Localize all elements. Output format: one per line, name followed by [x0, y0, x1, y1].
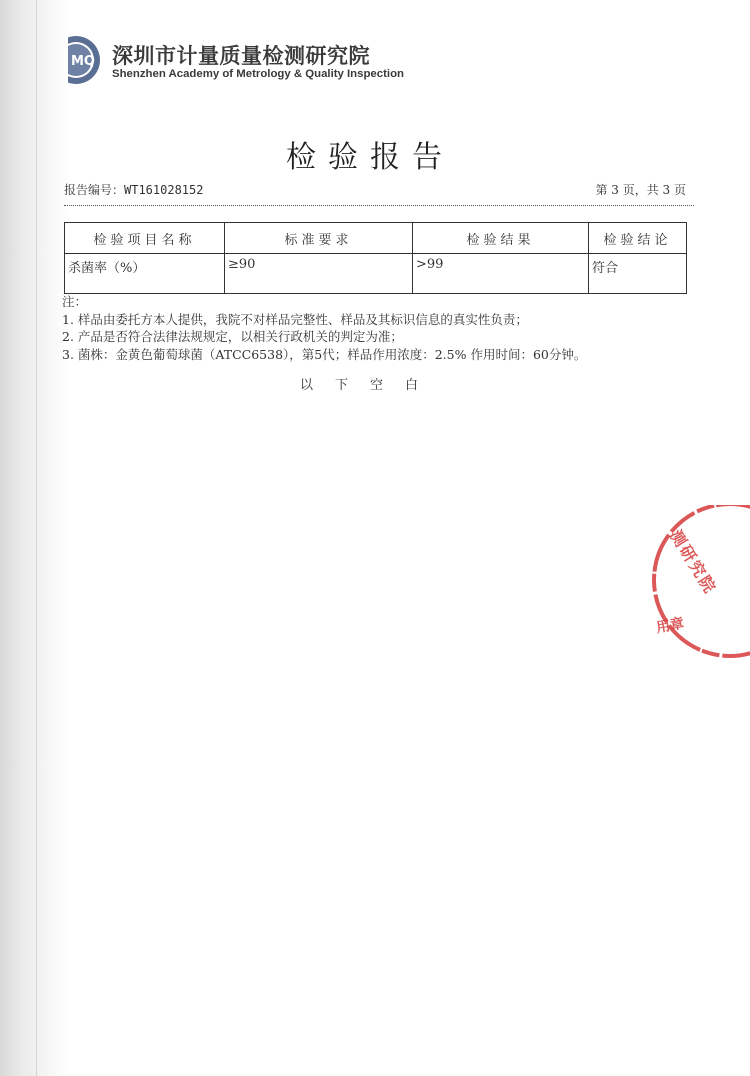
seal-inner-text: 用章 [654, 615, 686, 637]
page-info: 第 3 页，共 3 页 [595, 183, 686, 197]
org-name-english: Shenzhen Academy of Metrology & Quality Inspection [112, 68, 404, 80]
cell-item: 杀菌率（%） [65, 254, 225, 294]
column-header-requirement: 标准要求 [225, 223, 413, 254]
cell-requirement: ≥90 [225, 254, 413, 294]
logo-text: MQ [71, 54, 95, 69]
cell-result: >99 [413, 254, 589, 294]
column-header-conclusion: 检验结论 [589, 223, 687, 254]
table-header-row [65, 223, 687, 254]
notes-label: 注： [62, 294, 88, 309]
report-title: 检验报告 [286, 140, 454, 175]
institute-logo [68, 34, 104, 86]
seal-circle [630, 505, 750, 685]
results-table [64, 222, 687, 294]
note-item: 1. 样品由委托方本人提供，我院不对样品完整性、样品及其标识信息的真实性负责； [62, 311, 528, 327]
report-number: 报告编号：WT161028152 [64, 183, 204, 197]
cell-conclusion: 符合 [589, 254, 687, 294]
note-item: 2. 产品是否符合法律法规规定，以相关行政机关的判定为准； [62, 329, 403, 344]
blank-below-marker: 以下空白 [299, 378, 440, 393]
org-name-chinese: 深圳市计量质量检测研究院 [112, 44, 370, 68]
divider-line [64, 205, 694, 206]
column-header-item: 检验项目名称 [65, 223, 225, 254]
notes-section [62, 293, 586, 363]
column-header-result: 检验结果 [413, 223, 589, 254]
official-seal-stamp [630, 505, 750, 685]
note-item: 3. 菌株：金黄色葡萄球菌（ATCC6538），第5代；样品作用浓度：2.5% 作用时间：60分钟。 [62, 346, 587, 362]
seal-arc-text: 测研究院 [666, 526, 721, 598]
table-row [65, 254, 687, 294]
